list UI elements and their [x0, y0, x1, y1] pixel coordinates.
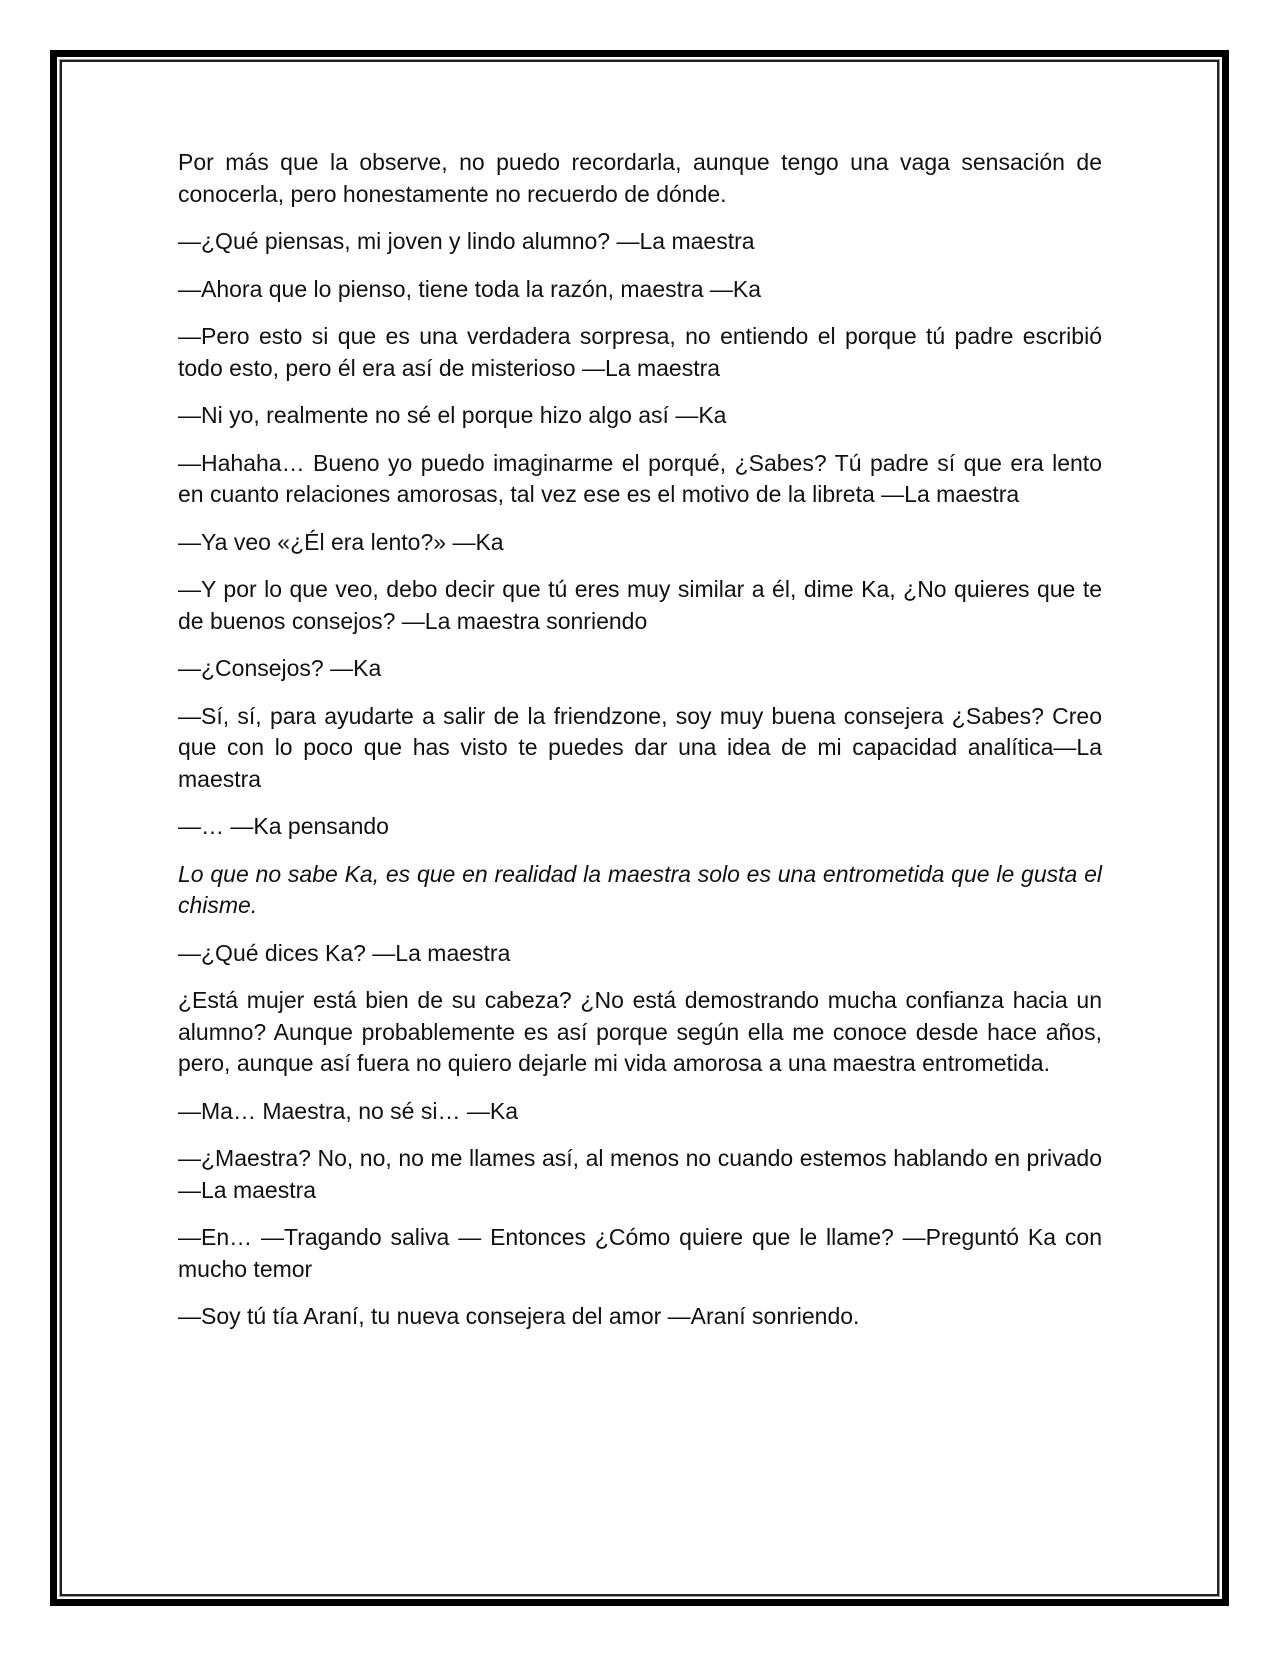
paragraph: —Ahora que lo pienso, tiene toda la razón, maestra —Ka — [178, 275, 762, 302]
paragraph: —Ma… Maestra, no sé si… —Ka — [178, 1097, 518, 1124]
paragraph: —En… —Tragando saliva — Entonces ¿Cómo quiere que le llame? —Preguntó Ka con mucho temor — [178, 1224, 1102, 1282]
paragraph: Por más que la observe, no puedo recordarla, aunque tengo una vaga sensación de conocerla, pero honestamente no recuerdo de dónde. — [178, 149, 1102, 207]
paragraph: —Pero esto si que es una verdadera sorpresa, no entiendo el porque tú padre escribió todo esto, pero él era así de misterioso —La maestra — [178, 323, 1102, 381]
paragraph: —Hahaha… Bueno yo puedo imaginarme el porqué, ¿Sabes? Tú padre sí que era lento en cuanto relaciones amorosas, tal vez ese es el motivo de la libreta —La maestra — [178, 449, 1102, 507]
paragraph: ¿Está mujer está bien de su cabeza? ¿No está demostrando mucha confianza hacia un alumno? Aunque probablemente es así porque según ella me conoce desde hace años, pero, aunque así fuera no quiero dejarle mi vida amorosa a una maestra entrometida. — [178, 987, 1102, 1076]
paragraph: —Ni yo, realmente no sé el porque hizo algo así —Ka — [178, 402, 727, 428]
paragraph: —Soy tú tía Araní, tu nueva consejera del amor —Araní sonriendo. — [178, 1303, 860, 1329]
paragraph: —¿Qué piensas, mi joven y lindo alumno? —La maestra — [178, 228, 755, 254]
paragraph: —Ya veo «¿Él era lento?» —Ka — [178, 528, 504, 555]
paragraph: —¿Qué dices Ka? —La maestra — [178, 939, 511, 966]
paragraph: —¿Maestra? No, no, no me llames así, al menos no cuando estemos hablando en privado —La maestra — [178, 1145, 1102, 1203]
paragraph: —Y por lo que veo, debo decir que tú eres muy similar a él, dime Ka, ¿No quieres que te de buenos consejos? —La maestra sonriendo — [178, 576, 1102, 634]
paragraph: —Sí, sí, para ayudarte a salir de la friendzone, soy muy buena consejera ¿Sabes? Creo que con lo poco que has visto te puedes dar una idea de mi capacidad analítica—La maestra — [178, 702, 1102, 792]
paragraph: —… —Ka pensando — [178, 813, 389, 839]
document-body — [178, 147, 1102, 1349]
paragraph: —¿Consejos? —Ka — [178, 655, 382, 681]
narration-paragraph: Lo que no sabe Ka, es que en realidad la maestra solo es una entrometida que le gusta el chisme. — [178, 860, 1102, 918]
